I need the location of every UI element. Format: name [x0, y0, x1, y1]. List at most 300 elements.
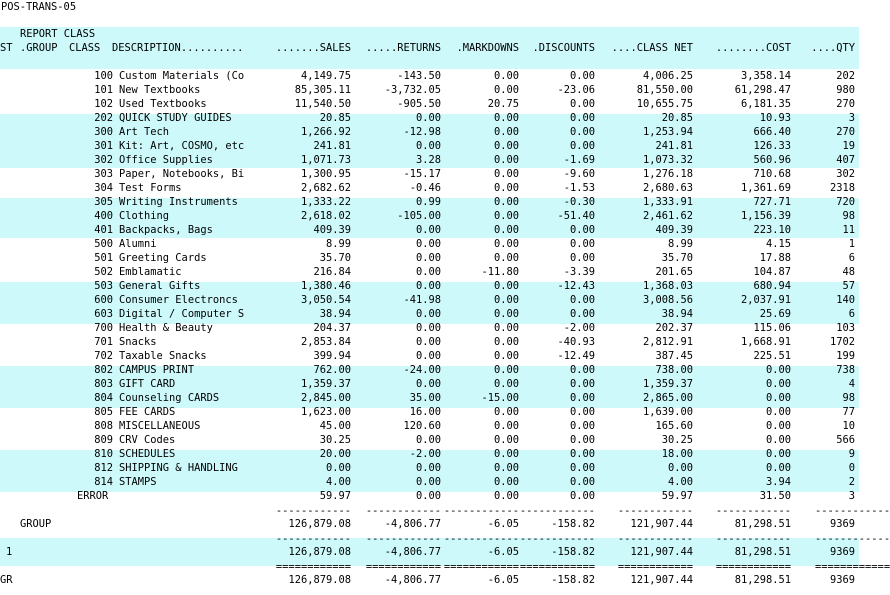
col-header-class-net: ....CLASS NET — [611, 42, 693, 54]
discounts-cell: 0.00 — [569, 112, 595, 124]
returns-cell: -0.46 — [409, 182, 441, 194]
markdowns-cell: 0.00 — [493, 378, 519, 390]
cost-cell: 0.00 — [765, 434, 791, 446]
returns-cell: 0.00 — [415, 350, 441, 362]
separator: ============ — [443, 561, 519, 573]
qty-cell: 202 — [836, 70, 855, 82]
markdowns-cell: 0.00 — [493, 168, 519, 180]
markdowns-cell: 0.00 — [493, 126, 519, 138]
class-net-cell: 18.00 — [661, 448, 693, 460]
returns-cell: -105.00 — [397, 210, 441, 222]
returns-cell: -2.00 — [409, 448, 441, 460]
row-class: 400 — [94, 210, 113, 222]
class-net-cell: 201.65 — [655, 266, 693, 278]
report-id: POS-TRANS-05 — [1, 1, 77, 13]
total-class-net-cell: 121,907.44 — [630, 546, 693, 558]
discounts-cell: 0.00 — [569, 140, 595, 152]
qty-cell: 3 — [848, 112, 855, 124]
class-net-cell: 241.81 — [655, 140, 693, 152]
markdowns-cell: 0.00 — [493, 364, 519, 376]
row-class: 701 — [94, 336, 113, 348]
qty-cell: 566 — [836, 434, 855, 446]
separator: ------------ — [443, 505, 519, 517]
markdowns-cell: 0.00 — [493, 224, 519, 236]
col-header-discounts: .DISCOUNTS — [532, 42, 595, 54]
sales-cell: 20.00 — [319, 448, 351, 460]
returns-cell: 16.00 — [409, 406, 441, 418]
class-net-cell: 2,865.00 — [642, 392, 693, 404]
row-class: 812 — [94, 462, 113, 474]
cost-cell: 6,181.35 — [740, 98, 791, 110]
class-net-cell: 202.37 — [655, 322, 693, 334]
separator: ------------ — [617, 505, 693, 517]
discounts-cell: 0.00 — [569, 490, 595, 502]
class-net-cell: 1,359.37 — [642, 378, 693, 390]
sales-cell: 1,359.37 — [300, 378, 351, 390]
discounts-cell: -12.43 — [557, 280, 595, 292]
table-row — [0, 349, 859, 363]
qty-cell: 720 — [836, 196, 855, 208]
total-row — [0, 545, 859, 559]
row-description: Office Supplies — [119, 154, 213, 166]
sales-cell: 409.39 — [313, 224, 351, 236]
cost-cell: 223.10 — [753, 224, 791, 236]
discounts-cell: -2.00 — [563, 322, 595, 334]
separator: ------------ — [275, 505, 351, 517]
discounts-cell: 0.00 — [569, 294, 595, 306]
returns-cell: 0.00 — [415, 224, 441, 236]
row-class: 603 — [94, 308, 113, 320]
col-header-st: ST — [0, 42, 13, 54]
cost-cell: 1,361.69 — [740, 182, 791, 194]
sales-cell: 0.00 — [325, 462, 351, 474]
row-description: SCHEDULES — [119, 448, 176, 460]
markdowns-cell: 0.00 — [493, 294, 519, 306]
row-description: General Gifts — [119, 280, 201, 292]
class-net-cell: 2,461.62 — [642, 210, 693, 222]
row-description: CAMPUS PRINT — [119, 364, 195, 376]
qty-cell: 10 — [842, 420, 855, 432]
cost-cell: 710.68 — [753, 168, 791, 180]
table-row — [0, 363, 859, 377]
table-row — [0, 335, 859, 349]
markdowns-cell: 0.00 — [493, 238, 519, 250]
table-row — [0, 167, 859, 181]
cost-cell: 1,668.91 — [740, 336, 791, 348]
row-description: CRV Codes — [119, 434, 176, 446]
table-row — [0, 125, 859, 139]
markdowns-cell: 0.00 — [493, 140, 519, 152]
returns-cell: -12.98 — [403, 126, 441, 138]
returns-cell: 35.00 — [409, 392, 441, 404]
qty-cell: 270 — [836, 126, 855, 138]
table-row — [0, 447, 859, 461]
class-net-cell: 35.70 — [661, 252, 693, 264]
class-net-cell: 1,368.03 — [642, 280, 693, 292]
separator: ============ — [365, 561, 441, 573]
table-row — [0, 209, 859, 223]
sales-cell: 2,682.62 — [300, 182, 351, 194]
sales-cell: 204.37 — [313, 322, 351, 334]
class-net-cell: 387.45 — [655, 350, 693, 362]
markdowns-cell: 0.00 — [493, 420, 519, 432]
returns-cell: -15.17 — [403, 168, 441, 180]
separator: ------------ — [617, 533, 693, 545]
cost-cell: 0.00 — [765, 392, 791, 404]
separator: ------------ — [715, 505, 791, 517]
sales-cell: 2,853.84 — [300, 336, 351, 348]
class-net-cell: 1,639.00 — [642, 406, 693, 418]
row-class: 305 — [94, 196, 113, 208]
discounts-cell: -1.69 — [563, 154, 595, 166]
table-row — [0, 391, 859, 405]
table-row — [0, 433, 859, 447]
table-row — [0, 265, 859, 279]
separator: ============ — [815, 561, 890, 573]
separator: ------------ — [715, 533, 791, 545]
sales-cell: 38.94 — [319, 308, 351, 320]
separator: ============ — [617, 561, 693, 573]
table-row — [0, 293, 859, 307]
total-class-net-cell: 121,907.44 — [630, 574, 693, 586]
sales-cell: 20.85 — [319, 112, 351, 124]
sales-cell: 3,050.54 — [300, 294, 351, 306]
row-description: Art Tech — [119, 126, 170, 138]
total-sales-cell: 126,879.08 — [288, 574, 351, 586]
class-net-cell: 81,550.00 — [636, 84, 693, 96]
discounts-cell: 0.00 — [569, 378, 595, 390]
qty-cell: 270 — [836, 98, 855, 110]
table-row — [0, 69, 859, 83]
returns-cell: 0.00 — [415, 238, 441, 250]
returns-cell: -24.00 — [403, 364, 441, 376]
row-class: 600 — [94, 294, 113, 306]
markdowns-cell: 0.00 — [493, 406, 519, 418]
row-class: 202 — [94, 112, 113, 124]
class-net-cell: 1,073.32 — [642, 154, 693, 166]
row-description: GIFT CARD — [119, 378, 176, 390]
row-class: 301 — [94, 140, 113, 152]
discounts-cell: 0.00 — [569, 448, 595, 460]
row-class: 802 — [94, 364, 113, 376]
separator: ============ — [275, 561, 351, 573]
class-net-cell: 738.00 — [655, 364, 693, 376]
class-net-cell: 20.85 — [661, 112, 693, 124]
table-row — [0, 251, 859, 265]
discounts-cell: -40.93 — [557, 336, 595, 348]
discounts-cell: 0.00 — [569, 364, 595, 376]
row-class: 803 — [94, 378, 113, 390]
total-cost-cell: 81,298.51 — [734, 518, 791, 530]
total-row — [0, 573, 859, 587]
cost-cell: 17.88 — [759, 252, 791, 264]
total-returns-cell: -4,806.77 — [384, 574, 441, 586]
cost-cell: 560.96 — [753, 154, 791, 166]
qty-cell: 98 — [842, 392, 855, 404]
class-net-cell: 1,276.18 — [642, 168, 693, 180]
total-markdowns-cell: -6.05 — [487, 574, 519, 586]
discounts-cell: -9.60 — [563, 168, 595, 180]
table-row — [0, 419, 859, 433]
cost-cell: 3.94 — [765, 476, 791, 488]
row-class: 700 — [94, 322, 113, 334]
class-net-cell: 409.39 — [655, 224, 693, 236]
row-class: 503 — [94, 280, 113, 292]
cost-cell: 0.00 — [765, 364, 791, 376]
row-class: 804 — [94, 392, 113, 404]
class-net-cell: 1,333.91 — [642, 196, 693, 208]
markdowns-cell: 0.00 — [493, 280, 519, 292]
markdowns-cell: -15.00 — [481, 392, 519, 404]
returns-cell: 0.00 — [415, 336, 441, 348]
table-row — [0, 181, 859, 195]
qty-cell: 3 — [848, 490, 855, 502]
returns-cell: 0.00 — [415, 434, 441, 446]
total-discounts-cell: -158.82 — [551, 518, 595, 530]
row-class: 302 — [94, 154, 113, 166]
separator: ------------ — [519, 505, 595, 517]
returns-cell: 0.00 — [415, 252, 441, 264]
total-sales-cell: 126,879.08 — [288, 518, 351, 530]
discounts-cell: 0.00 — [569, 70, 595, 82]
class-net-cell: 165.60 — [655, 420, 693, 432]
row-description: Consumer Electroncs — [119, 294, 238, 306]
cost-cell: 3,358.14 — [740, 70, 791, 82]
markdowns-cell: 0.00 — [493, 210, 519, 222]
cost-cell: 727.71 — [753, 196, 791, 208]
table-row — [0, 279, 859, 293]
total-row — [0, 517, 859, 531]
returns-cell: 120.60 — [403, 420, 441, 432]
row-class: 304 — [94, 182, 113, 194]
returns-cell: 3.28 — [415, 154, 441, 166]
row-class: 805 — [94, 406, 113, 418]
markdowns-cell: 0.00 — [493, 490, 519, 502]
class-net-cell: 4,006.25 — [642, 70, 693, 82]
returns-cell: 0.00 — [415, 462, 441, 474]
returns-cell: 0.00 — [415, 140, 441, 152]
discounts-cell: 0.00 — [569, 126, 595, 138]
class-net-cell: 8.99 — [667, 238, 693, 250]
discounts-cell: 0.00 — [569, 224, 595, 236]
row-description: Digital / Computer S — [119, 308, 245, 320]
cost-cell: 115.06 — [753, 322, 791, 334]
cost-cell: 0.00 — [765, 378, 791, 390]
sales-cell: 216.84 — [313, 266, 351, 278]
header-line-2 — [0, 41, 859, 55]
row-class: 303 — [94, 168, 113, 180]
row-description: Health & Beauty — [119, 322, 213, 334]
sales-cell: 241.81 — [313, 140, 351, 152]
col-header-class: CLASS — [69, 42, 101, 54]
report-id-line — [0, 0, 859, 14]
markdowns-cell: 0.00 — [493, 196, 519, 208]
table-row — [0, 153, 859, 167]
discounts-cell: -23.06 — [557, 84, 595, 96]
qty-cell: 738 — [836, 364, 855, 376]
cost-cell: 0.00 — [765, 448, 791, 460]
markdowns-cell: 0.00 — [493, 70, 519, 82]
table-row — [0, 139, 859, 153]
row-description: Backpacks, Bags — [119, 224, 213, 236]
separator: ============ — [519, 561, 595, 573]
qty-cell: 77 — [842, 406, 855, 418]
returns-cell: -3,732.05 — [384, 84, 441, 96]
discounts-cell: 0.00 — [569, 238, 595, 250]
sales-cell: 35.70 — [319, 252, 351, 264]
cost-cell: 10.93 — [759, 112, 791, 124]
sales-cell: 2,845.00 — [300, 392, 351, 404]
cost-cell: 666.40 — [753, 126, 791, 138]
class-net-cell: 30.25 — [661, 434, 693, 446]
markdowns-cell: 0.00 — [493, 434, 519, 446]
table-row — [0, 405, 859, 419]
cost-cell: 25.69 — [759, 308, 791, 320]
discounts-cell: -51.40 — [557, 210, 595, 222]
separator-line — [0, 533, 890, 545]
markdowns-cell: -11.80 — [481, 266, 519, 278]
cost-cell: 680.94 — [753, 280, 791, 292]
row-description: Test Forms — [119, 182, 182, 194]
markdowns-cell: 0.00 — [493, 336, 519, 348]
qty-cell: 2 — [848, 476, 855, 488]
qty-cell: 140 — [836, 294, 855, 306]
row-description: SHIPPING & HANDLING — [119, 462, 238, 474]
cost-cell: 4.15 — [765, 238, 791, 250]
row-description: Greeting Cards — [119, 252, 207, 264]
returns-cell: 0.00 — [415, 266, 441, 278]
discounts-cell: 0.00 — [569, 98, 595, 110]
separator: ------------ — [815, 533, 890, 545]
qty-cell: 2318 — [829, 182, 855, 194]
row-class: 500 — [94, 238, 113, 250]
table-row — [0, 377, 859, 391]
markdowns-cell: 0.00 — [493, 476, 519, 488]
total-cost-cell: 81,298.51 — [734, 546, 791, 558]
class-net-cell: 3,008.56 — [642, 294, 693, 306]
markdowns-cell: 0.00 — [493, 350, 519, 362]
row-description: Paper, Notebooks, Bi — [119, 168, 245, 180]
total-returns-cell: -4,806.77 — [384, 518, 441, 530]
discounts-cell: 0.00 — [569, 406, 595, 418]
returns-cell: 0.00 — [415, 280, 441, 292]
header-report-class: REPORT CLASS — [20, 28, 96, 40]
markdowns-cell: 0.00 — [493, 448, 519, 460]
separator: ------------ — [815, 505, 890, 517]
markdowns-cell: 0.00 — [493, 322, 519, 334]
table-row — [0, 307, 859, 321]
qty-cell: 6 — [848, 308, 855, 320]
sales-cell: 1,380.46 — [300, 280, 351, 292]
returns-cell: 0.00 — [415, 490, 441, 502]
col-header-qty: ....QTY — [811, 42, 855, 54]
col-header-markdowns: .MARKDOWNS — [456, 42, 519, 54]
sales-cell: 45.00 — [319, 420, 351, 432]
sales-cell: 399.94 — [313, 350, 351, 362]
row-description: Emblamatic — [119, 266, 182, 278]
table-row — [0, 475, 859, 489]
qty-cell: 48 — [842, 266, 855, 278]
class-net-cell: 59.97 — [661, 490, 693, 502]
class-net-cell: 38.94 — [661, 308, 693, 320]
total-label: 1 — [6, 546, 13, 558]
qty-cell: 302 — [836, 168, 855, 180]
table-row — [0, 97, 859, 111]
row-class: 501 — [94, 252, 113, 264]
sales-cell: 11,540.50 — [294, 98, 351, 110]
col-header-description: DESCRIPTION.......... — [112, 42, 244, 54]
row-class: 809 — [94, 434, 113, 446]
separator: ------------ — [443, 533, 519, 545]
discounts-cell: 0.00 — [569, 308, 595, 320]
markdowns-cell: 0.00 — [493, 462, 519, 474]
sales-cell: 2,618.02 — [300, 210, 351, 222]
class-net-cell: 0.00 — [667, 462, 693, 474]
cost-cell: 31.50 — [759, 490, 791, 502]
total-label: GR — [0, 574, 13, 586]
table-row — [0, 223, 859, 237]
returns-cell: -143.50 — [397, 70, 441, 82]
separator: ------------ — [275, 533, 351, 545]
cost-cell: 0.00 — [765, 406, 791, 418]
row-description: MISCELLANEOUS — [119, 420, 201, 432]
discounts-cell: -1.53 — [563, 182, 595, 194]
markdowns-cell: 0.00 — [493, 154, 519, 166]
discounts-cell: 0.00 — [569, 476, 595, 488]
row-description: FEE CARDS — [119, 406, 176, 418]
row-description: Counseling CARDS — [119, 392, 220, 404]
qty-cell: 980 — [836, 84, 855, 96]
separator: ============ — [715, 561, 791, 573]
total-qty-cell: 9369 — [829, 546, 855, 558]
cost-cell: 225.51 — [753, 350, 791, 362]
row-class: 102 — [94, 98, 113, 110]
separator: ------------ — [519, 533, 595, 545]
qty-cell: 407 — [836, 154, 855, 166]
table-row — [0, 237, 859, 251]
returns-cell: 0.00 — [415, 378, 441, 390]
returns-cell: 0.00 — [415, 112, 441, 124]
row-class: 810 — [94, 448, 113, 460]
qty-cell: 1702 — [829, 336, 855, 348]
header-line-1 — [0, 27, 859, 41]
cost-cell: 0.00 — [765, 420, 791, 432]
class-net-cell: 10,655.75 — [636, 98, 693, 110]
qty-cell: 1 — [848, 238, 855, 250]
separator-line — [0, 505, 890, 517]
qty-cell: 4 — [848, 378, 855, 390]
cost-cell: 0.00 — [765, 462, 791, 474]
total-class-net-cell: 121,907.44 — [630, 518, 693, 530]
total-returns-cell: -4,806.77 — [384, 546, 441, 558]
row-class: ERROR — [77, 490, 109, 502]
returns-cell: -41.98 — [403, 294, 441, 306]
discounts-cell: 0.00 — [569, 392, 595, 404]
sales-cell: 1,266.92 — [300, 126, 351, 138]
returns-cell: 0.00 — [415, 322, 441, 334]
row-description: Kit: Art, COSMO, etc — [119, 140, 245, 152]
discounts-cell: -12.49 — [557, 350, 595, 362]
table-row — [0, 321, 859, 335]
sales-cell: 1,623.00 — [300, 406, 351, 418]
row-description: STAMPS — [119, 476, 157, 488]
total-discounts-cell: -158.82 — [551, 574, 595, 586]
row-description: New Textbooks — [119, 84, 201, 96]
qty-cell: 0 — [848, 462, 855, 474]
discounts-cell: 0.00 — [569, 434, 595, 446]
row-description: Writing Instruments — [119, 196, 238, 208]
markdowns-cell: 0.00 — [493, 252, 519, 264]
